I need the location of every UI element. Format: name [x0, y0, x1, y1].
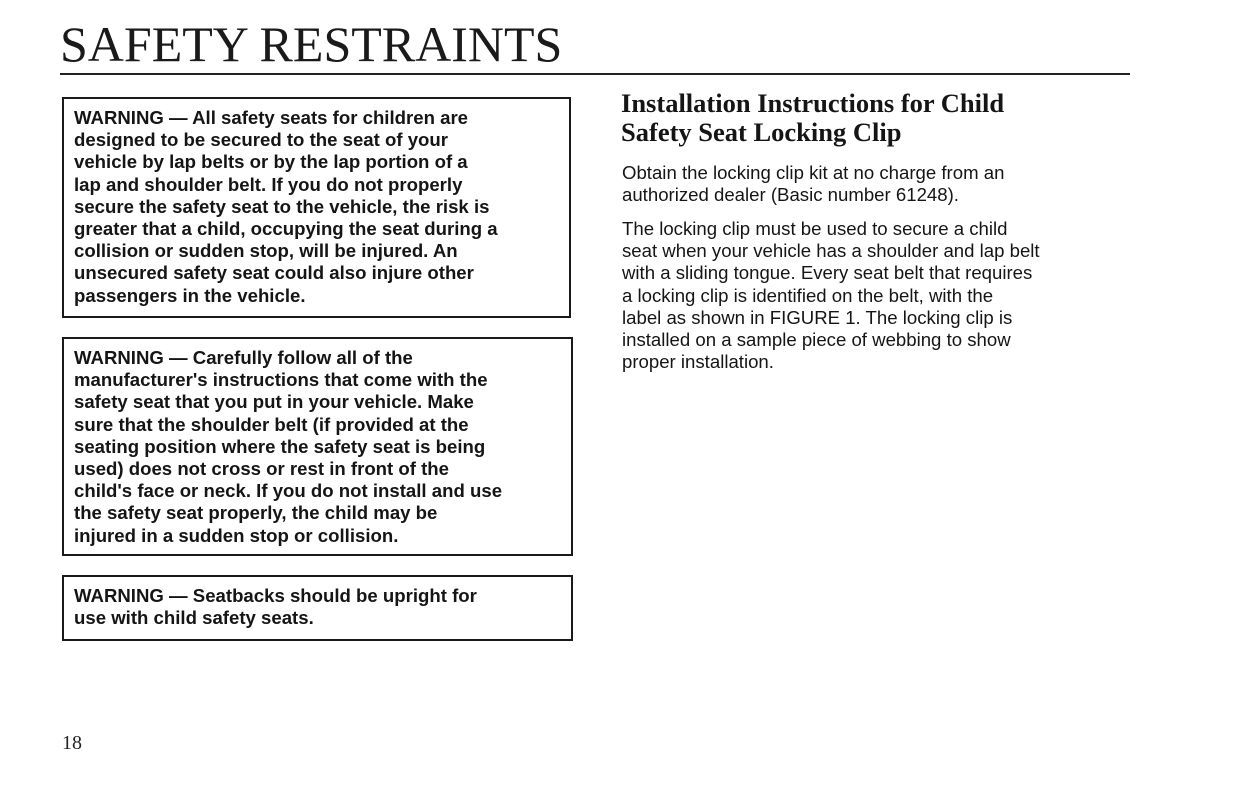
page-title: SAFETY RESTRAINTS	[60, 16, 563, 72]
section-heading: Installation Instructions for Child Safety Seat Locking Clip	[621, 88, 1005, 147]
warning-text: WARNING — Seatbacks should be upright for use with child safety seats.	[74, 585, 477, 629]
title-divider	[60, 73, 1130, 75]
warning-box-seatbacks	[62, 575, 573, 641]
warning-text: WARNING — Carefully follow all of the manufacturer's instructions that come with the safety seat that you put in your vehicle. Make sure that the shoulder belt (if provided at the seating position where the safety seat is being used) does not cross or rest in front of the child's face or neck. If you do not install and use the safety seat properly, the child may be injured in a sudden stop or collision.	[74, 347, 503, 546]
warning-box-lap-belts	[62, 97, 571, 318]
warning-text: WARNING — All safety seats for children are designed to be secured to the seat of your vehicle by lap belts or by the lap portion of a lap and shoulder belt. If you do not properly secure the safety seat to the vehicle, the risk is greater that a child, occupying the seat during a collision or sudden stop, will be injured. An unsecured safety seat could also injure other passengers in the vehicle.	[74, 107, 498, 306]
page-number: 18	[62, 732, 82, 754]
warning-box-manufacturer-instructions	[62, 337, 573, 556]
body-paragraph: Obtain the locking clip kit at no charge from an authorized dealer (Basic number 61248).	[622, 162, 1005, 206]
body-paragraph: The locking clip must be used to secure a child seat when your vehicle has a shoulder and lap belt with a sliding tongue. Every seat belt that requires a locking clip is identified on the belt, with the label as shown in FIGURE 1. The locking clip is installed on a sample piece of webbing to show proper installation.	[622, 218, 1040, 373]
